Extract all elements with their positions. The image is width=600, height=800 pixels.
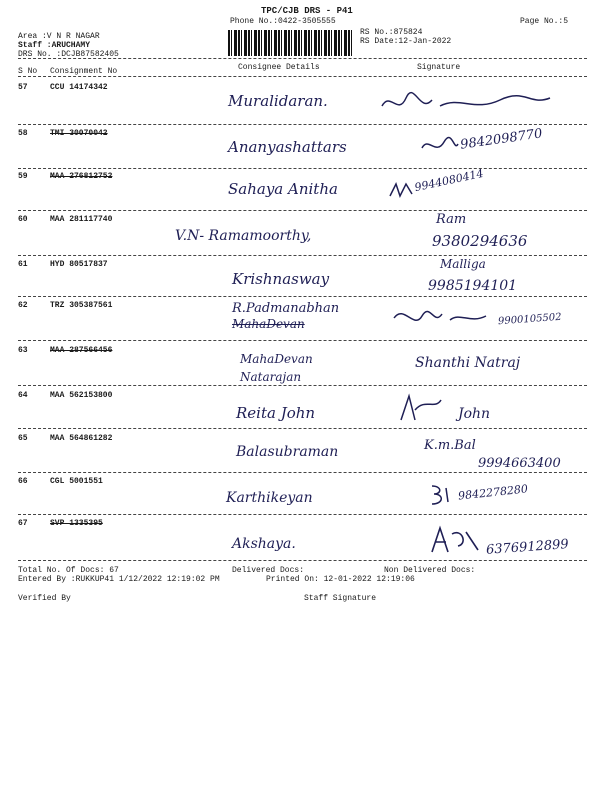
row-sno: 57 [18,83,28,92]
signature-mark [395,392,445,428]
signature-text: Shanthi Natraj [415,355,521,371]
signature-mark [420,136,460,156]
col-header-signature: Signature [417,63,461,72]
phone-handwritten: 9994663400 [478,456,561,471]
divider [18,296,587,297]
row-consignment: MAA 287566456 [50,346,113,355]
row-consignment: MAA 562153800 [50,391,113,400]
consignee-name: Muralidaran. [228,92,328,110]
signature-text: Malliga [440,257,486,271]
divider [18,560,587,561]
total-docs: Total No. Of Docs: 67 [18,566,119,575]
row-sno: 62 [18,301,28,310]
row-consignment: MAA 564861282 [50,434,113,443]
row-consignment: HYD 80517837 [50,260,108,269]
signature-text: K.m.Bal [424,438,476,453]
consignee-name: Balasubraman [236,444,339,460]
divider [18,514,587,515]
row-sno: 60 [18,215,28,224]
barcode [228,30,354,56]
row-sno: 65 [18,434,28,443]
verified-by: Verified By [18,594,71,603]
row-consignment: TRZ 305387561 [50,301,113,310]
area-field: Area :V N R NAGAR [18,32,100,41]
row-sno: 64 [18,391,28,400]
col-header-sno: S No [18,67,38,76]
delivered-docs: Delivered Docs: [232,566,305,575]
divider [18,428,587,429]
row-sno: 59 [18,172,28,181]
signature-mark [428,524,484,556]
row-sno: 58 [18,129,28,138]
signature-mark [388,180,416,202]
divider [18,168,587,169]
consignee-name: Karthikeyan [226,490,313,506]
phone-handwritten: 9985194101 [428,278,518,294]
row-consignment: CCU 14174342 [50,83,108,92]
consignee-name: R.Padmanabhan [232,301,340,316]
consignee-name: Reita John [236,404,316,422]
drs-number: DRS No. :DCJB87582405 [18,50,119,59]
phone-handwritten: 9842098770 [459,126,544,153]
consignee-name: Sahaya Anitha [228,180,338,198]
struck-name: MahaDevan [232,317,305,331]
divider [18,124,587,125]
consignee-name: MahaDevan Natarajan [240,352,313,384]
signature-mark [380,86,560,120]
consignee-name: Akshaya. [232,536,296,552]
row-sno: 61 [18,260,28,269]
consignee-name: Krishnasway [232,270,330,288]
divider [18,255,587,256]
phone-handwritten: 9380294636 [432,232,528,250]
divider [18,76,587,77]
rs-date: RS Date:12-Jan-2022 [360,37,452,46]
consignee-name: Ananyashattars [228,138,347,156]
row-consignment: MAA 281117740 [50,215,113,224]
non-delivered-docs: Non Delivered Docs: [384,566,476,575]
phone-handwritten: 9900105502 [497,311,562,328]
row-sno: 67 [18,519,28,528]
rs-number: RS No.:875824 [360,28,423,37]
staff-field: Staff :ARUCHAMY [18,41,91,50]
row-consignment: CGL 5001551 [50,477,103,486]
signature-text: Ram [436,212,467,227]
row-consignment: MAA 276812752 [50,172,113,181]
signature-mark [390,302,490,332]
page-number: Page No.:5 [520,17,569,26]
document-title: TPC/CJB DRS - P41 [261,6,353,16]
phone-handwritten: 9944080414 [413,166,485,195]
phone-handwritten: 6376912899 [485,537,570,558]
phone-number: Phone No.:0422-3505555 [230,17,336,26]
row-sno: 66 [18,477,28,486]
entered-by: Entered By :RUKKUP41 1/12/2022 12:19:02 PM [18,575,220,584]
divider [18,210,587,211]
col-header-consignment: Consignment No [50,67,118,76]
col-header-consignee: Consignee Details [238,63,320,72]
signature-text: John [458,406,491,422]
divider [18,472,587,473]
staff-signature: Staff Signature [304,594,377,603]
row-sno: 63 [18,346,28,355]
divider [18,58,587,59]
row-consignment: TMI 30070042 [50,129,108,138]
consignee-name: V.N- Ramamoorthy, [175,228,312,244]
divider [18,340,587,341]
divider [18,385,587,386]
printed-on: Printed On: 12-01-2022 12:19:06 [266,575,415,584]
signature-mark [428,482,454,508]
phone-handwritten: 9842278280 [457,482,529,503]
row-consignment: SVP 1335395 [50,519,103,528]
